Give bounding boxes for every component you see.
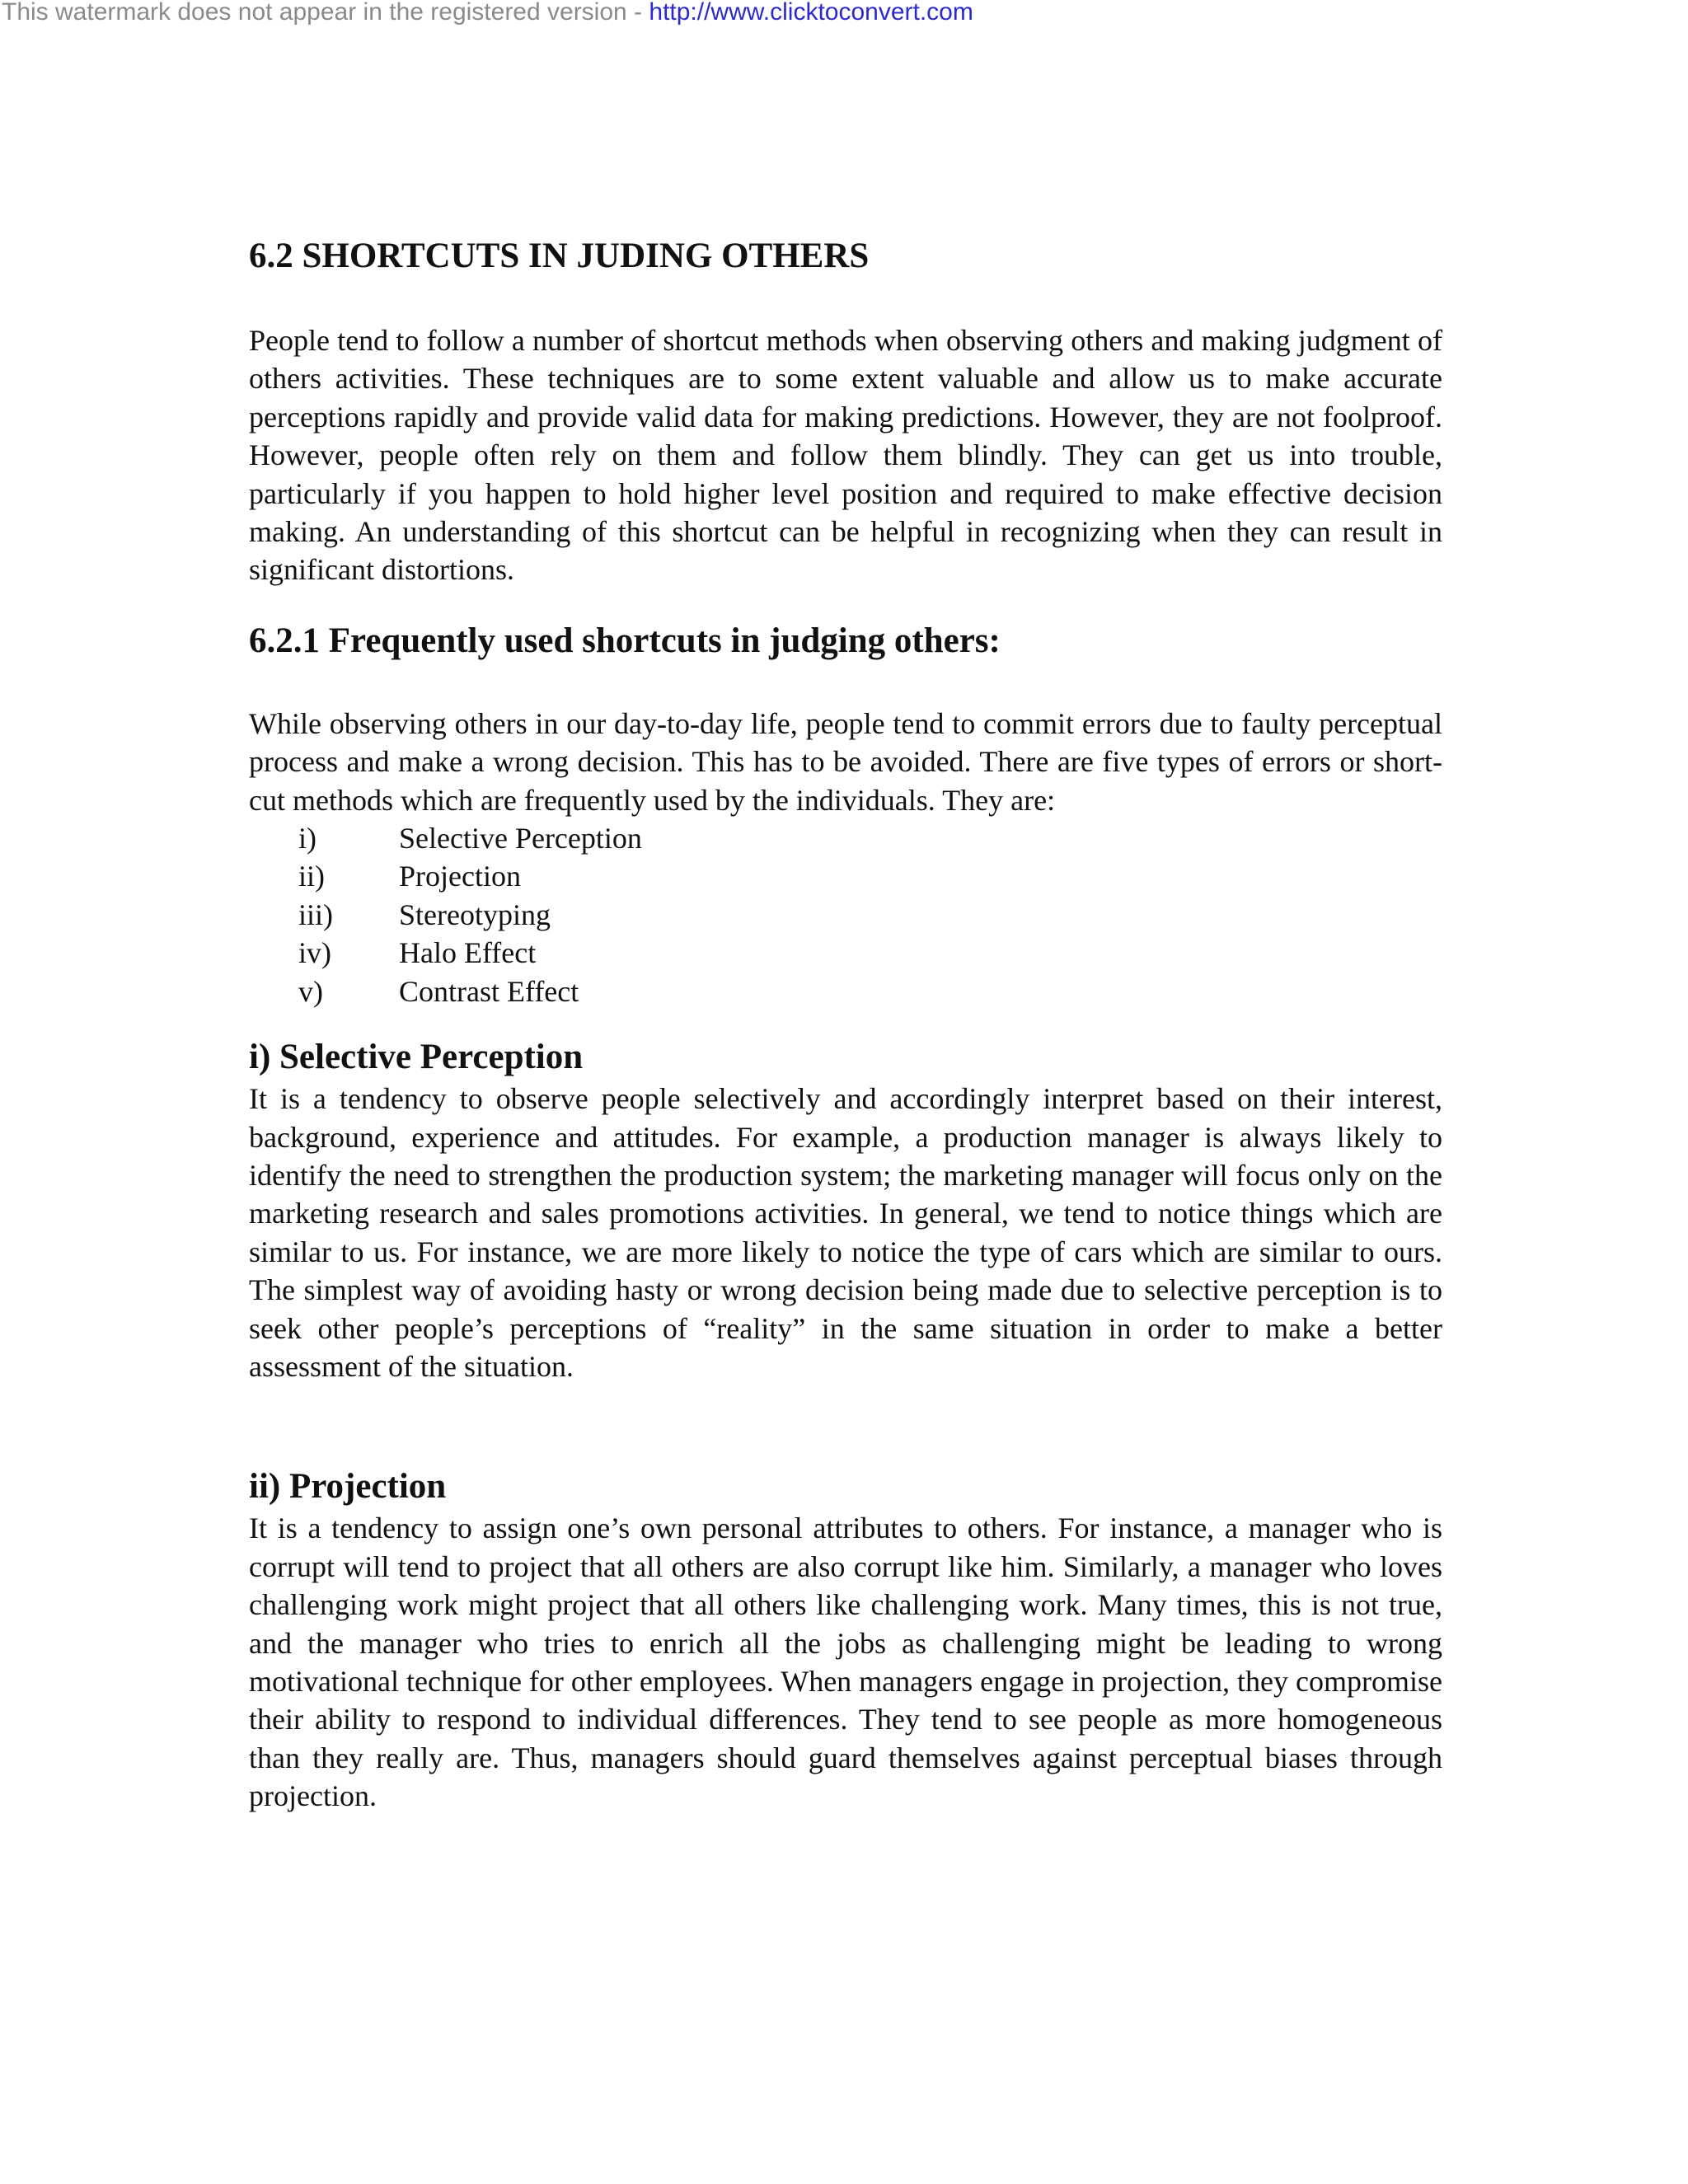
projection-heading: ii) Projection [249,1467,447,1507]
list-item-number: i) [298,822,316,855]
section-intro-paragraph: People tend to follow a number of shortcut methods when observing others and making judgment of others activities. These techniques are to some extent valuable and allow us to make accurate perceptions rapidly and provide valid data for making predictions. However, they are not foolproof. However, people often rely on them and follow them blindly. They can get us into trouble, particularly if you happen to hold higher level position and required to make effective decision making. An understanding of this shortcut can be helpful in recognizing when they can result in significant distortions. [249,324,1442,587]
projection-paragraph: It is a tendency to assign one’s own personal attributes to others. For instance, a manager who is corrupt will tend to project that all others are also corrupt like him. Similarly, a manager who loves challenging work might project that all others like challenging work. Many times, this is not true, and the manager who tries to enrich all the jobs as challenging might be leading to wrong motivational technique for other employees. When managers engage in projection, they compromise their ability to respond to individual differences. They tend to see people as more homogeneous than they really are. Thus, managers should guard themselves against perceptual biases through projection. [249,1511,1442,1813]
subsection-intro-paragraph: While observing others in our day-to-day life, people tend to commit errors due to faulty perceptual process and make a wrong decision. This has to be avoided. There are five types of errors or short-cut methods which are frequently used by the individuals. They are: [249,706,1442,817]
watermark-text: This watermark does not appear in the registered version - [2,0,649,26]
list-item-label: Contrast Effect [399,974,579,1008]
watermark-banner [2,0,973,26]
list-item [298,857,1442,895]
section-title: 6.2 SHORTCUTS IN JUDING OTHERS [249,237,870,275]
subsection-title: 6.2.1 Frequently used shortcuts in judging others: [249,621,1001,660]
selective-perception-heading: i) Selective Perception [249,1038,584,1077]
list-item-label: Stereotyping [399,898,551,931]
list-item-number: v) [298,974,323,1008]
list-item [298,934,1442,972]
list-item [298,819,1442,857]
shortcut-list [249,819,1442,1010]
selective-perception-paragraph: It is a tendency to observe people selectively and accordingly interpret based on their interest, background, experience and attitudes. For example, a production manager is always likely to identify the need to strengthen the production system; the marketing manager will focus only on the marketing research and sales promotions activities. In general, we tend to notice things which are similar to us. For instance, we are more likely to notice the type of cars which are similar to ours. The simplest way of avoiding hasty or wrong decision being made due to selective perception is to seek other people’s perceptions of “reality” in the same situation in order to make a better assessment of the situation. [249,1082,1442,1383]
list-item-number: iv) [298,936,331,970]
list-item-label: Halo Effect [399,936,537,970]
list-item [298,896,1442,934]
list-item-label: Projection [399,860,521,893]
list-item [298,972,1442,1010]
list-item-number: ii) [298,860,325,893]
list-item-label: Selective Perception [399,822,642,855]
list-item-number: iii) [298,898,333,931]
watermark-link[interactable]: http://www.clicktoconvert.com [649,0,973,26]
document-body [249,232,1442,1816]
